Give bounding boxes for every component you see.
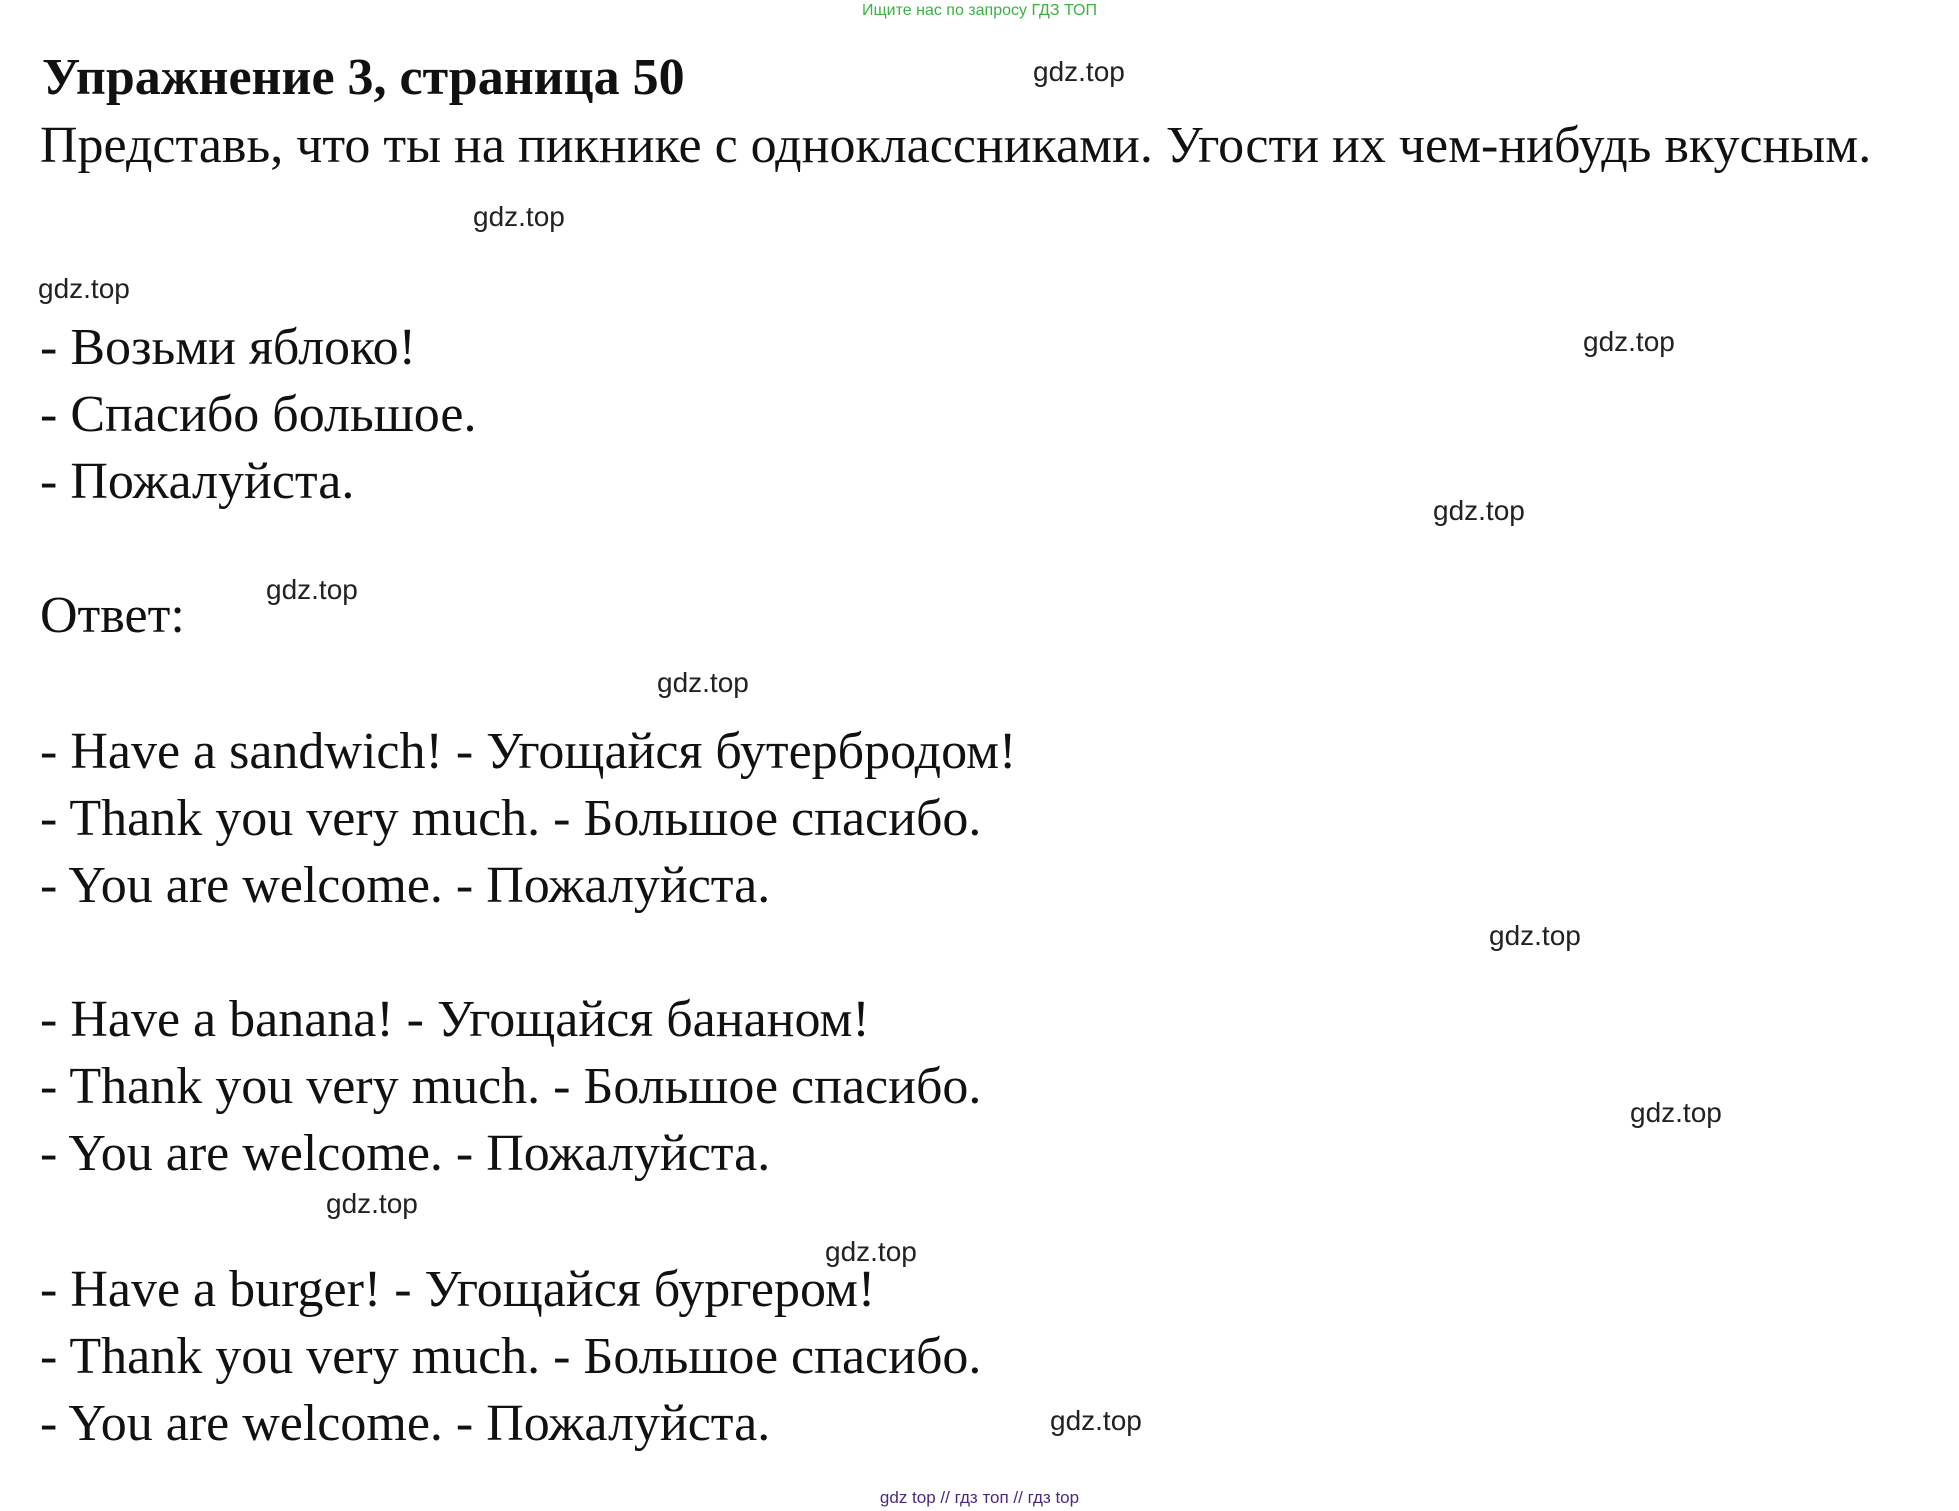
dialogue-line: - Have a sandwich! - Угощайся бутербродом! [40,723,1017,780]
watermark: gdz.top [326,1188,418,1219]
example-line: - Возьми яблоко! [40,319,416,376]
task-text: Представь, что ты на пикнике с одноклассниками. Угости их чем-нибудь вкусным. [40,117,1872,174]
watermark: gdz.top [1433,495,1525,526]
dialogue-line: - Have a burger! - Угощайся бургером! [40,1261,876,1318]
dialogue-line: - You are welcome. - Пожалуйста. [40,857,771,914]
watermark: gdz.top [38,273,130,304]
watermark: gdz.top [657,667,749,698]
watermark: gdz.top [266,574,358,605]
exercise-title: Упражнение 3, страница 50 [42,49,685,106]
footer-links: gdz top // гдз топ // гдз top [879,1488,1080,1507]
dialogue-line: - Thank you very much. - Большое спасибо. [40,1328,982,1385]
watermark: gdz.top [1033,56,1125,87]
watermark: gdz.top [1630,1097,1722,1128]
dialogue-line: - Thank you very much. - Большое спасибо. [40,1058,982,1115]
watermark: gdz.top [825,1236,917,1267]
dialogue-line: - You are welcome. - Пожалуйста. [40,1125,771,1182]
example-line: - Пожалуйста. [40,453,355,510]
example-line: - Спасибо большое. [40,386,477,443]
watermark: gdz.top [1583,326,1675,357]
dialogue-line: - Thank you very much. - Большое спасибо. [40,790,982,847]
top-banner: Ищите нас по запросу ГДЗ ТОП [862,2,1097,19]
dialogue-line: - You are welcome. - Пожалуйста. [40,1395,771,1452]
watermark: gdz.top [1489,920,1581,951]
watermark: gdz.top [473,201,565,232]
dialogue-line: - Have a banana! - Угощайся бананом! [40,991,870,1048]
answer-label: Ответ: [40,587,185,644]
watermark: gdz.top [1050,1405,1142,1436]
